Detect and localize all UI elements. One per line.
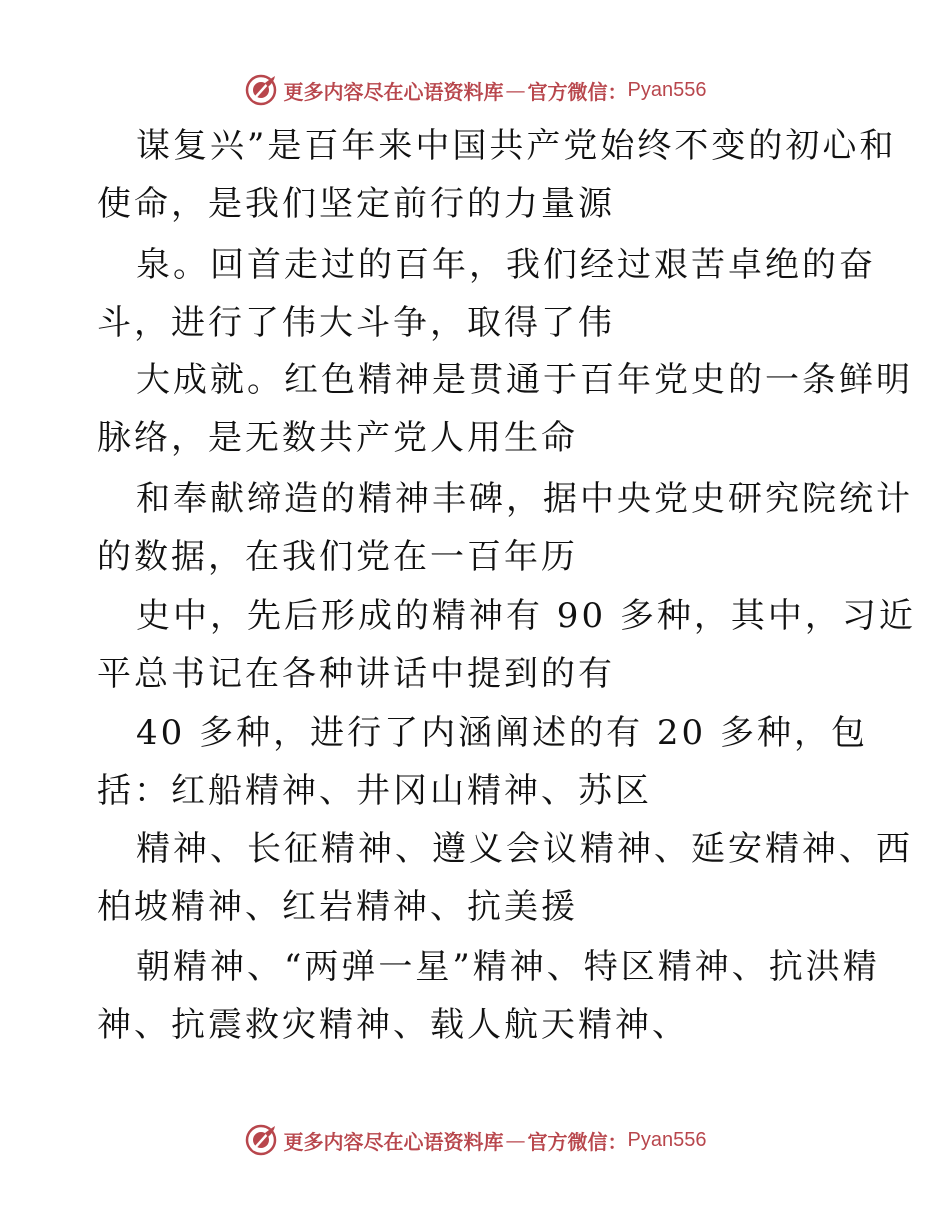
text-line: 泉。回首走过的百年，我们经过艰苦卓绝的奋 [136,245,876,285]
watermark-text: 更多内容尽在心语资料库 [283,79,504,104]
text-line: 神、抗震救灾精神、载人航天精神、 [97,1005,689,1045]
watermark-wechat-id: Pyan556 [627,78,707,101]
header-watermark [0,70,950,110]
text-line: 斗，进行了伟大斗争，取得了伟 [97,303,615,343]
text-line: 括：红船精神、井冈山精神、苏区 [97,771,652,811]
text-line: 大成就。红色精神是贯通于百年党史的一条鲜明 [136,360,913,400]
text-line: 40 多种，进行了内涵阐述的有 20 多种，包 [136,713,868,753]
watermark-text: 更多内容尽在心语资料库 [283,1129,504,1154]
text-line: 柏坡精神、红岩精神、抗美援 [97,887,578,927]
text-line: 精神、长征精神、遵义会议精神、延安精神、西 [136,829,913,869]
text-line: 使命，是我们坚定前行的力量源 [97,184,615,224]
quill-seal-icon [244,73,278,107]
footer-watermark [0,1120,950,1160]
text-line: 谋复兴”是百年来中国共产党始终不变的初心和 [136,126,897,166]
watermark-wechat-label: 官方微信： [527,79,628,104]
text-line: 史中，先后形成的精神有 90 多种，其中，习近 [136,596,916,636]
watermark-dash: — [505,78,526,102]
text-line: 的数据，在我们党在一百年历 [97,537,578,577]
text-line: 脉络，是无数共产党人用生命 [97,418,578,458]
text-line: 和奉献缔造的精神丰碑，据中央党史研究院统计 [136,479,913,519]
text-line: 朝精神、“两弹一星”精神、特区精神、抗洪精 [136,947,880,987]
watermark-wechat-label: 官方微信： [527,1129,628,1154]
watermark-dash: — [505,1128,526,1152]
quill-seal-icon [244,1123,278,1157]
watermark-wechat-id: Pyan556 [627,1128,707,1151]
text-line: 平总书记在各种讲话中提到的有 [97,654,615,694]
